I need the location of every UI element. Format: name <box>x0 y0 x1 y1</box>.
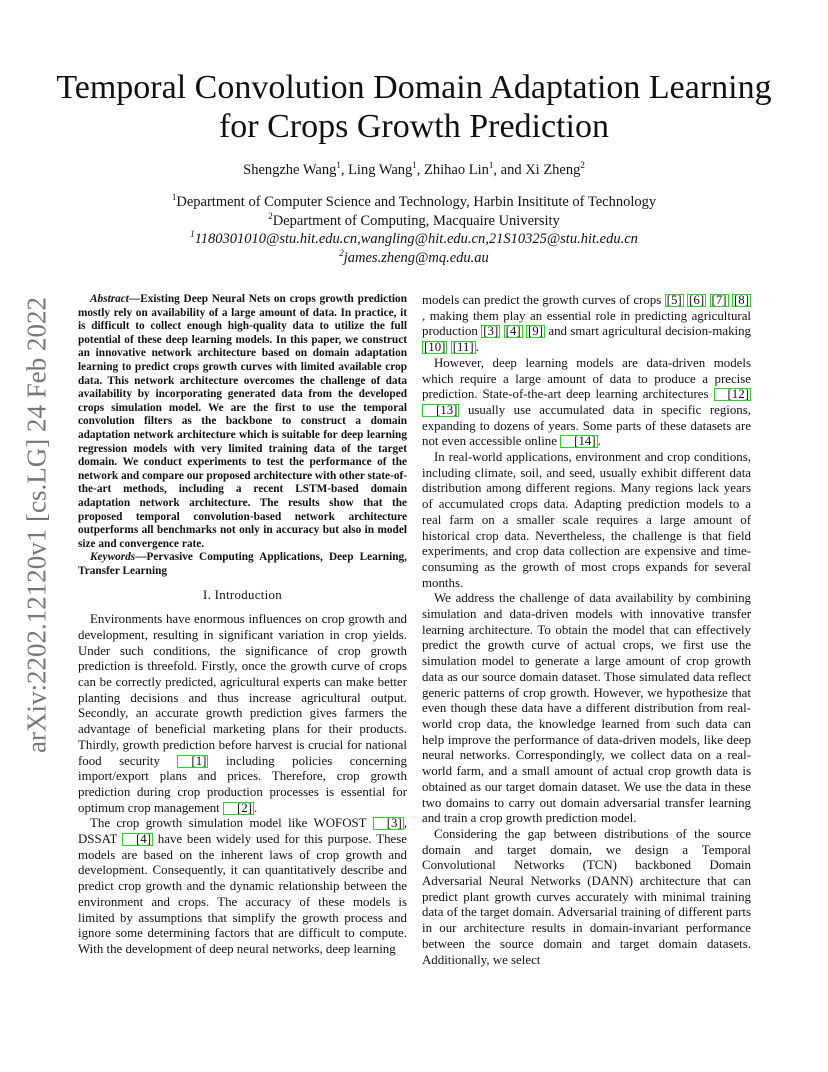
citation-link[interactable]: [2] <box>223 802 254 815</box>
right-column <box>422 293 751 968</box>
affiliation-1 <box>0 193 828 212</box>
left-column <box>78 293 407 958</box>
right-paragraph-0 <box>422 293 751 356</box>
paragraph-text: Environments have enormous influences on crop growth and development, resulting in significant variation in crop yields. Under such conditions, the significance of crop growth prediction is threefold. Firstly, once the growth curve of crops can be correctly predicted, agricultural experts can make better planting decisions and thus increase agricultural output. Secondly, an accurate growth prediction gives farmers the advantage of beneficial marketing plans for their products. Thirdly, growth prediction before harvest is crucial for national food security <box>78 612 407 768</box>
citation-link[interactable]: [3] <box>373 817 404 830</box>
email-sup: 1 <box>190 229 195 240</box>
keywords <box>78 551 407 578</box>
paragraph-text: The crop growth simulation model like WOFOST <box>90 816 373 831</box>
author-sup: 1 <box>488 160 494 171</box>
abstract <box>78 293 407 551</box>
section-heading-introduction: I. Introduction <box>203 588 282 603</box>
author-sup: 2 <box>580 160 585 171</box>
arxiv-identifier: arXiv:2202.12120v1 [cs.LG] 24 Feb 2022 <box>21 297 52 753</box>
author-list: Shengzhe Wang$^1$, Ling Wang$^1$, Zhihao Lin$^1$, and Xi Zheng$^2$ <box>243 160 585 178</box>
citation-link[interactable]: [6] <box>689 293 705 307</box>
paragraph-text: . <box>254 800 258 815</box>
citation-link[interactable]: [1] <box>177 755 208 768</box>
paragraph-text: , DSSAT <box>78 816 407 847</box>
affiliation-sup: 1 <box>171 192 177 203</box>
author-conjunction: and <box>500 162 526 178</box>
affiliation-2 <box>0 212 828 231</box>
author-sup: 1 <box>336 160 341 171</box>
email-text: james.zheng@mq.edu.au <box>343 249 489 266</box>
paragraph-text: . <box>597 434 601 449</box>
title-line-1: Temporal Convolution Domain Adaptation Learning <box>56 69 772 106</box>
author-name: Zhihao Lin <box>424 162 489 178</box>
intro-paragraph-2 <box>78 816 407 957</box>
paragraph-text: However, deep learning models are data-driven models which require a large amount of data to produce a precise prediction. State-of-the-art deep learning architectures <box>422 355 751 402</box>
email-sup: 2 <box>339 247 344 258</box>
paragraph-text: models can predict the growth curves of crops <box>422 293 665 307</box>
citation-link[interactable]: [5] <box>666 293 682 307</box>
arxiv-sidebar <box>14 288 60 762</box>
right-paragraph-1 <box>422 356 751 450</box>
affiliations <box>0 193 828 267</box>
author-name: Shengzhe Wang <box>243 162 337 178</box>
paragraph-text: , making them play an essential role in predicting agricultural production <box>422 308 751 339</box>
intro-paragraph-1 <box>78 612 407 816</box>
email-line-1 <box>0 230 828 249</box>
paragraph-text: and smart agricultural decision-making <box>545 324 751 339</box>
citation-link[interactable]: [13] <box>422 404 459 417</box>
keywords-lead: Keywords <box>90 551 136 564</box>
abstract-text: —Existing Deep Neural Nets on crops growth prediction mostly rely on availability of a large amount of data. In practice, it is difficult to collect enough high-quality data to utilize the full potential of these deep learning models. In this paper, we construct an innovative network architecture based on domain adaptation learning to predict crops growth curves with limited available crop data. This network architecture overcomes the challenge of data availability by incorporating generated data from the developed crops simulation model. We are the first to use the temporal convolution filters as the backbone to construct a domain adaptation network architecture which is suitable for deep learning regression models with very limited training data of the target domain. We conduct experiments to test the performance of the network and compare our proposed architecture with other state-of-the-art methods, including a recent LSTM-based domain adaptation network architecture. The results show that the proposed temporal convolution-based network architecture outperforms all benchmarks not only in accuracy but also in model size and convergence rate. <box>78 293 407 550</box>
email-line-2 <box>0 249 828 268</box>
right-paragraph-2: In real-world applications, environment and crop conditions, including climate, soil, and seed, usually exhibit different data distribution among different regions. Many regions lack years of accumulated crops data. Adapting prediction models to a real farm on a smaller scale requires a large amount of historical crop data. Nevertheless, the challenge is that field experiments, and crop data collection are expensive and time-consuming as the growth of most crops expands for several months. <box>422 450 751 590</box>
email-text: 1180301010@stu.hit.edu.cn,wangling@hit.edu.cn,21S10325@stu.hit.edu.cn <box>194 231 638 248</box>
paper-title <box>0 68 828 146</box>
affiliation-text: Department of Computer Science and Technology, Harbin Insititute of Technology <box>176 194 657 210</box>
paragraph-text: . <box>475 340 479 355</box>
author-sup: 1 <box>412 160 417 171</box>
citation-link[interactable]: [10] <box>424 340 446 355</box>
paragraph-text: usually use accumulated data in specific regions, expanding to dozens of years. Some parts of these datasets are not even accessible online <box>422 402 751 449</box>
citation-link[interactable]: [7] <box>711 293 727 307</box>
title-line-2: for Crops Growth Prediction <box>218 108 609 145</box>
abstract-lead: Abstract <box>90 293 129 305</box>
right-paragraph-3: We address the challenge of data availability by combining simulation and data-driven models with innovative transfer learning architecture. To obtain the model that can effectively predict the growth curve of actual crops, we first use the simulation model to generate a large amount of crop growth data as our source domain dataset. Those simulated data reflect generic patterns of crop growth. However, we hypothesize that even though these data have a different distribution from real-world crop data, the knowledge learned from such data can help improve the performance of data-driven models, like deep neural networks. Correspondingly, we collect data on a real-world farm, and a small amount of actual crop growth data is obtained as our target domain dataset. We use the data in these two domains to carry out domain adversarial transfer learning and train a crop growth prediction model. <box>422 591 751 826</box>
author-name: Xi Zheng <box>525 162 581 178</box>
keywords-text: —Pervasive Computing Applications, Deep Learning, Transfer Learning <box>78 551 407 577</box>
citation-link[interactable]: [8] <box>733 293 749 307</box>
citation-link[interactable]: [3] <box>483 324 499 339</box>
citation-link[interactable]: [14] <box>560 435 597 448</box>
citation-link[interactable]: [4] <box>122 833 153 846</box>
affiliation-sup: 2 <box>268 210 273 221</box>
right-paragraph-4: Considering the gap between distributions of the source domain and target domain, we design a Temporal Convolutional Networks (TCN) backboned Domain Adversarial Neural Networks (DANN) architecture that can predict plant growth curves accurately with minimal training data of the target domain. Adversarial training of different parts in our architecture results in domain-invariant performance between the source domain and target domain datasets. Additionally, we select <box>422 826 751 967</box>
citation-link[interactable]: [4] <box>505 324 521 339</box>
citation-link[interactable]: [12] <box>714 388 751 401</box>
paragraph-text: including policies concerning import/export plans and prices. Therefore, crop growth prediction during crop production processes is essential for optimum crop management <box>78 753 407 815</box>
author-name: Ling Wang <box>348 162 413 178</box>
affiliation-text: Department of Computing, Macquaire University <box>272 212 560 229</box>
paragraph-text: have been widely used for this purpose. These models are based on the inherent laws of crop growth and development. Consequently, it can quantitatively describe and predict crop growth and the dynamic relationship between the environment and crops. The accuracy of these models is limited by assumptions that simplify the growth process and ignore some determining factors that are difficult to compute. With the development of deep neural networks, deep learning <box>78 832 407 956</box>
citation-link[interactable]: [11] <box>452 340 474 355</box>
citation-link[interactable]: [9] <box>527 324 544 339</box>
